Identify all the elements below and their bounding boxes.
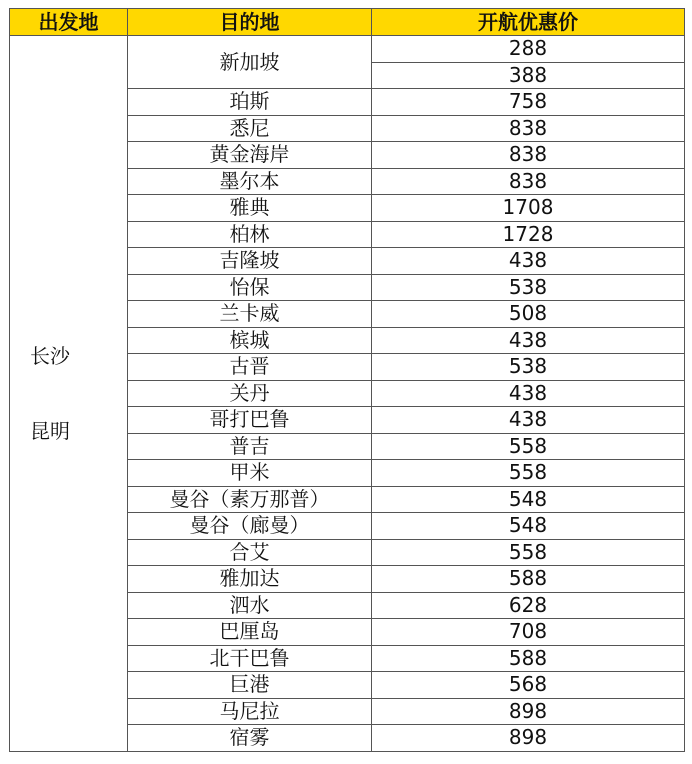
price-cell: 588 <box>372 566 685 593</box>
price-cell: 438 <box>372 327 685 354</box>
destination-cell: 曼谷（廊曼） <box>128 513 372 540</box>
destination-cell: 新加坡 <box>128 36 372 89</box>
price-cell: 438 <box>372 380 685 407</box>
table-body <box>10 36 685 752</box>
price-cell: 438 <box>372 407 685 434</box>
price-cell: 288 <box>372 36 685 63</box>
header-price: 开航优惠价 <box>372 9 685 36</box>
price-cell: 708 <box>372 619 685 646</box>
destination-cell: 黄金海岸 <box>128 142 372 169</box>
price-cell: 838 <box>372 142 685 169</box>
table-row <box>10 36 685 63</box>
destination-cell: 雅典 <box>128 195 372 222</box>
price-cell: 758 <box>372 89 685 116</box>
price-cell: 438 <box>372 248 685 275</box>
destination-cell: 墨尔本 <box>128 168 372 195</box>
price-cell: 1708 <box>372 195 685 222</box>
destination-cell: 怡保 <box>128 274 372 301</box>
destination-cell: 合艾 <box>128 539 372 566</box>
header-destination: 目的地 <box>128 9 372 36</box>
destination-cell: 宿雾 <box>128 725 372 752</box>
destination-cell: 古晋 <box>128 354 372 381</box>
price-cell: 838 <box>372 115 685 142</box>
price-cell: 508 <box>372 301 685 328</box>
price-cell: 558 <box>372 460 685 487</box>
destination-cell: 巴厘岛 <box>128 619 372 646</box>
price-cell: 548 <box>372 513 685 540</box>
price-cell: 898 <box>372 725 685 752</box>
price-cell: 558 <box>372 539 685 566</box>
price-cell: 538 <box>372 274 685 301</box>
destination-cell: 槟城 <box>128 327 372 354</box>
price-cell: 568 <box>372 672 685 699</box>
destination-cell: 马尼拉 <box>128 698 372 725</box>
fare-table <box>9 8 685 752</box>
origin-city: 长沙 <box>30 344 70 368</box>
destination-cell: 普吉 <box>128 433 372 460</box>
destination-cell: 柏林 <box>128 221 372 248</box>
fare-table-container <box>9 8 684 756</box>
price-cell: 558 <box>372 433 685 460</box>
price-cell: 838 <box>372 168 685 195</box>
destination-cell: 吉隆坡 <box>128 248 372 275</box>
price-cell: 1728 <box>372 221 685 248</box>
destination-cell: 哥打巴鲁 <box>128 407 372 434</box>
destination-cell: 雅加达 <box>128 566 372 593</box>
price-cell: 588 <box>372 645 685 672</box>
origin-cell <box>10 36 128 752</box>
destination-cell: 巨港 <box>128 672 372 699</box>
destination-cell: 悉尼 <box>128 115 372 142</box>
destination-cell: 珀斯 <box>128 89 372 116</box>
price-cell: 898 <box>372 698 685 725</box>
destination-cell: 兰卡威 <box>128 301 372 328</box>
destination-cell: 北干巴鲁 <box>128 645 372 672</box>
price-cell: 548 <box>372 486 685 513</box>
origin-city: 昆明 <box>30 419 70 443</box>
table-header-row <box>10 9 685 36</box>
price-cell: 628 <box>372 592 685 619</box>
destination-cell: 甲米 <box>128 460 372 487</box>
destination-cell: 泗水 <box>128 592 372 619</box>
header-origin: 出发地 <box>10 9 128 36</box>
price-cell: 538 <box>372 354 685 381</box>
destination-cell: 关丹 <box>128 380 372 407</box>
destination-cell: 曼谷（素万那普） <box>128 486 372 513</box>
price-cell: 388 <box>372 62 685 89</box>
